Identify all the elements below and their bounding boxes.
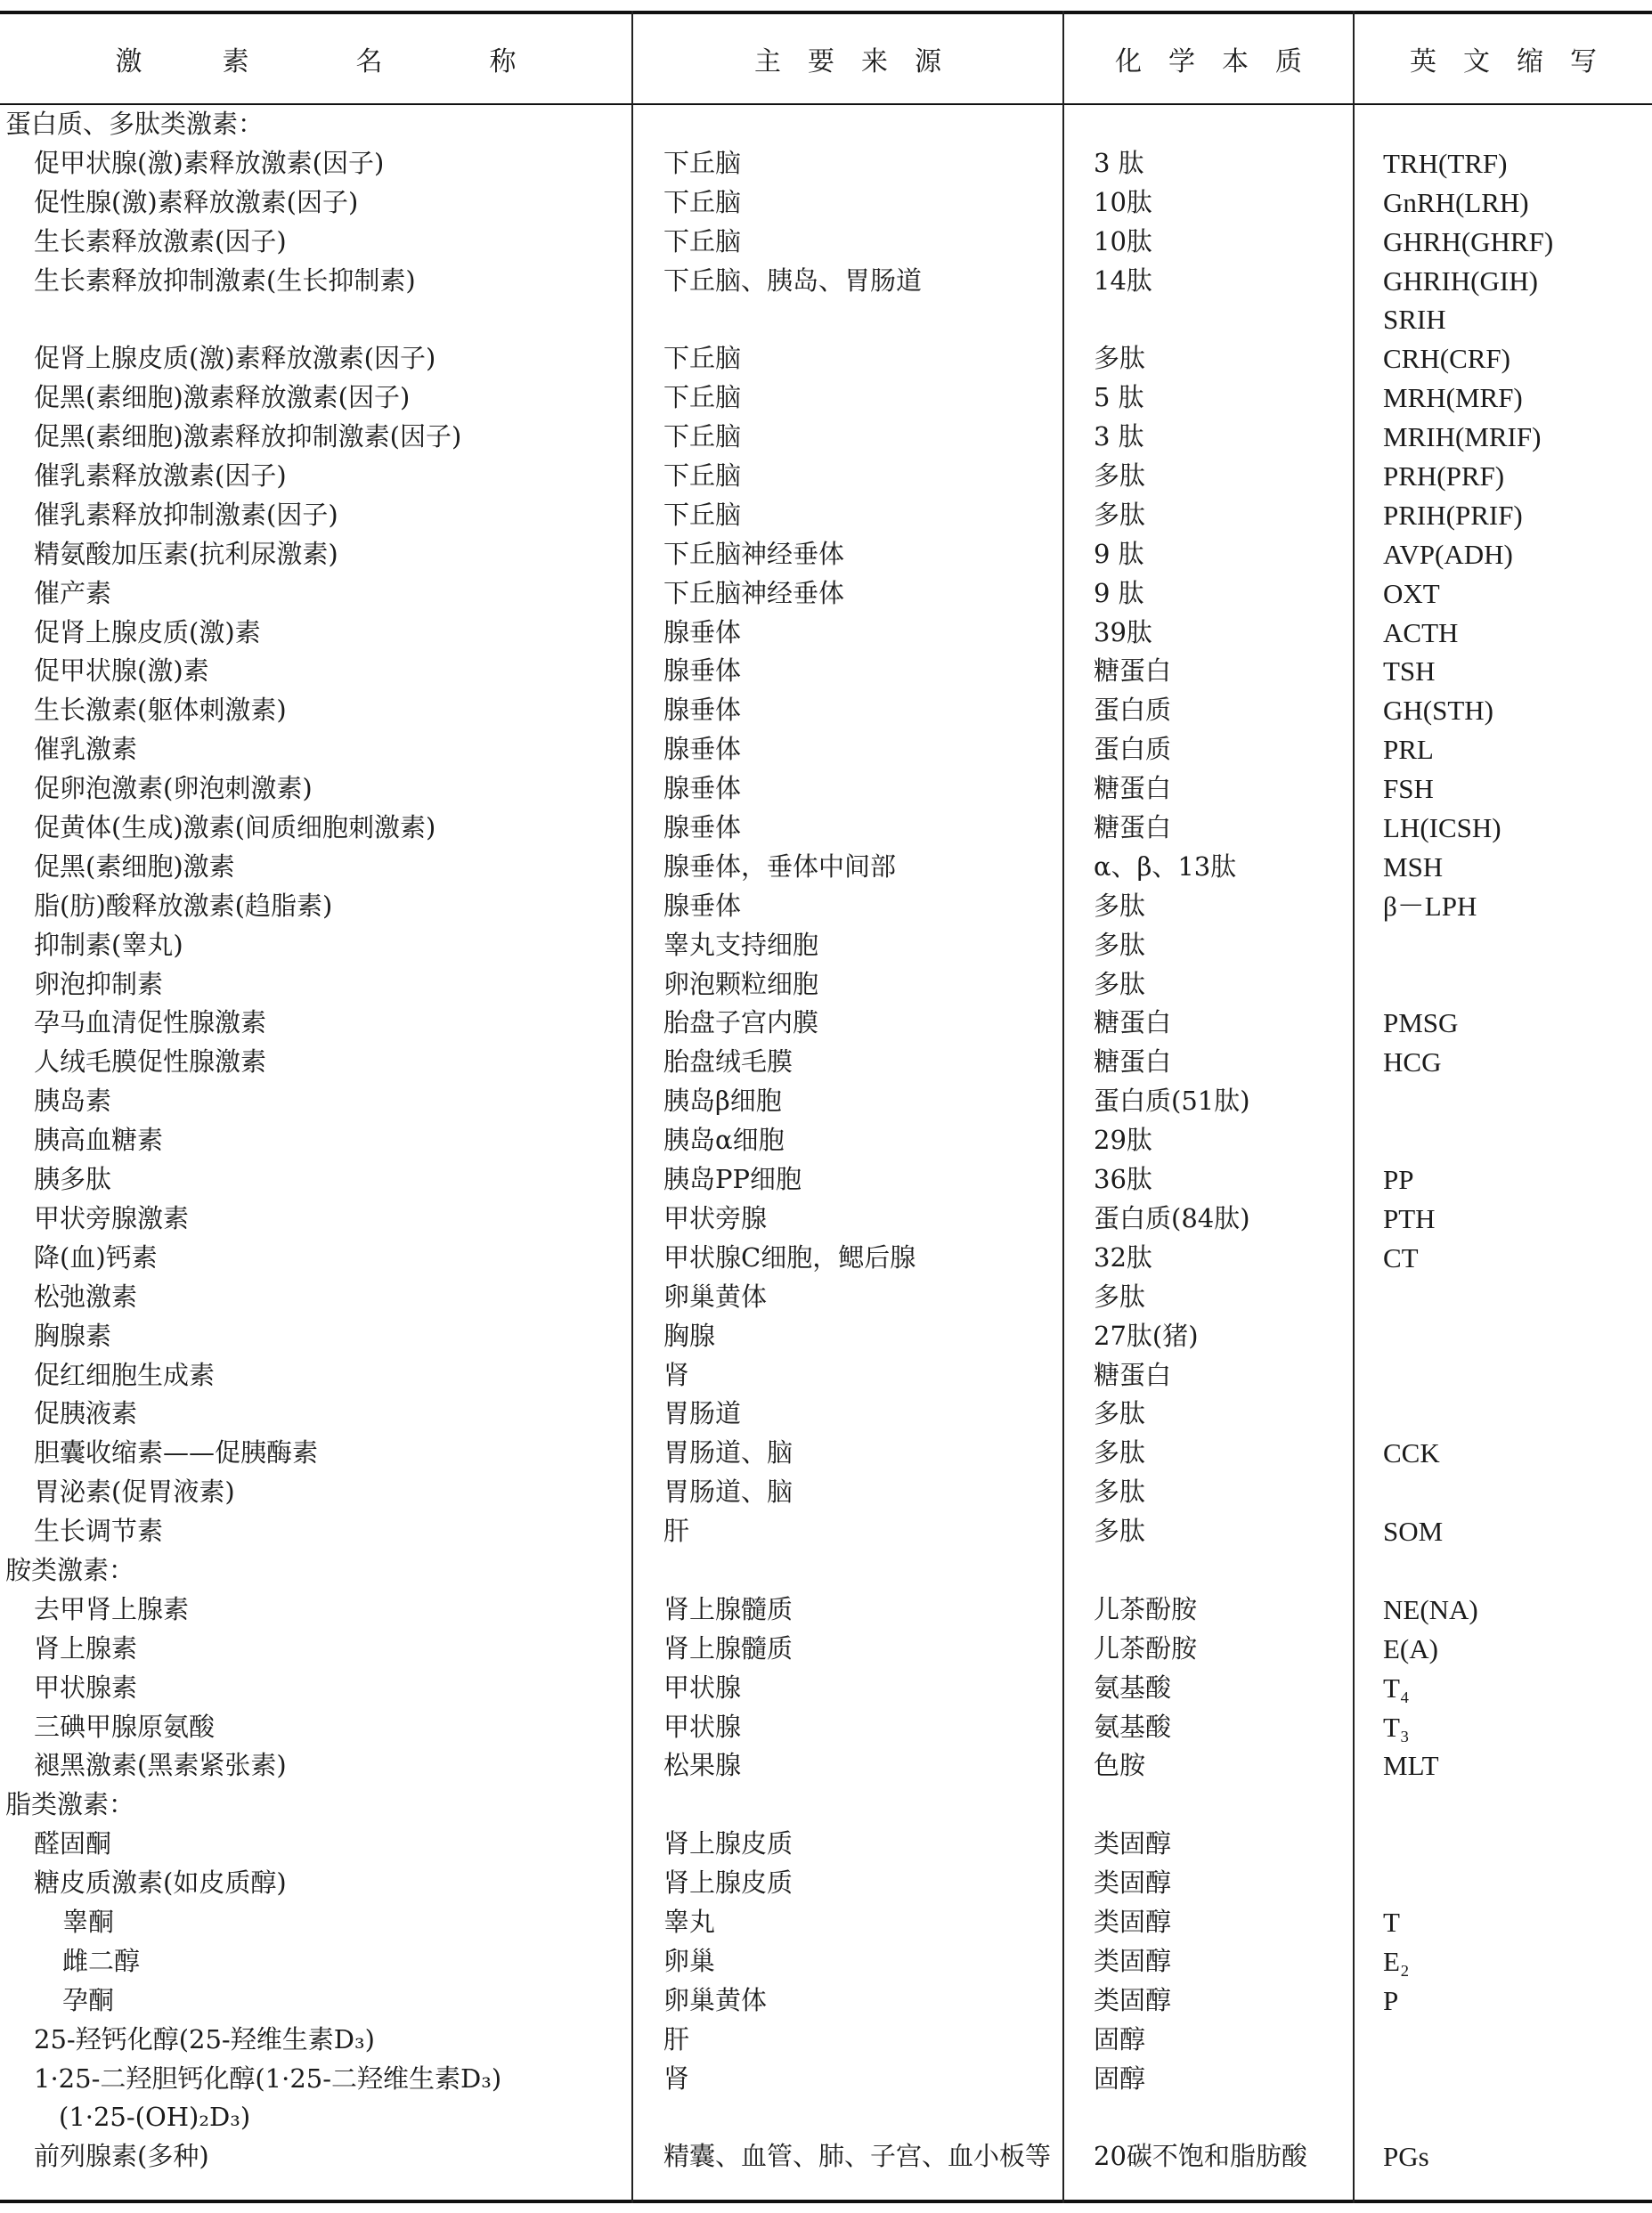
table-row xyxy=(0,1356,1652,1395)
cell-main-source: 肾上腺髓质 xyxy=(663,1632,793,1664)
cell-chemical-nature: 20碳不饱和脂肪酸 xyxy=(1094,2141,1307,2172)
cell-abbreviation: GHRH(GHRF) xyxy=(1383,225,1554,257)
table-row xyxy=(0,1004,1652,1043)
cell-main-source: 下丘脑 xyxy=(663,499,742,530)
cell-chemical-nature: 多肽 xyxy=(1094,968,1146,999)
table-row xyxy=(0,1864,1652,1903)
cell-abbreviation: MSH xyxy=(1383,850,1444,883)
table-row xyxy=(0,652,1652,691)
cell-chemical-nature: 14肽 xyxy=(1094,264,1152,296)
table-row xyxy=(0,2021,1652,2060)
cell-chemical-nature: 类固醇 xyxy=(1094,1945,1172,1976)
cell-abbreviation: TSH xyxy=(1383,655,1436,687)
cell-main-source: 卵泡颗粒细胞 xyxy=(663,968,819,999)
table-row xyxy=(0,378,1652,418)
cell-main-source: 甲状腺 xyxy=(663,1672,742,1703)
cell-chemical-nature: 蛋白质 xyxy=(1094,695,1172,726)
table-row xyxy=(0,105,1652,144)
table-row xyxy=(0,574,1652,614)
cell-main-source: 下丘脑 xyxy=(663,225,742,256)
cell-hormone-name: 胰岛素 xyxy=(34,1086,112,1117)
cell-hormone-name: 生长调节素 xyxy=(34,1516,164,1547)
cell-chemical-nature: 类固醇 xyxy=(1094,1867,1172,1899)
table-body xyxy=(0,105,1652,2176)
cell-hormone-name: 促红细胞生成素 xyxy=(34,1359,216,1390)
cell-chemical-nature: 蛋白质(84肽) xyxy=(1094,1202,1250,1233)
cell-chemical-nature: 10肽 xyxy=(1094,225,1152,256)
cell-chemical-nature: 糖蛋白 xyxy=(1094,812,1172,843)
cell-abbreviation: HCG xyxy=(1383,1046,1442,1078)
cell-main-source: 睾丸支持细胞 xyxy=(663,929,819,960)
table-row xyxy=(0,418,1652,457)
cell-abbreviation: P xyxy=(1383,1984,1399,2016)
cell-main-source: 肾 xyxy=(663,2062,690,2094)
cell-chemical-nature: 固醇 xyxy=(1094,2023,1146,2054)
table-row xyxy=(0,1903,1652,1942)
cell-abbreviation: LH(ICSH) xyxy=(1383,812,1501,844)
cell-hormone-name: 胰多肽 xyxy=(34,1164,112,1195)
cell-hormone-name: 胰高血糖素 xyxy=(34,1125,164,1156)
cell-main-source: 睾丸 xyxy=(663,1906,716,1937)
cell-chemical-nature: 糖蛋白 xyxy=(1094,655,1172,687)
cell-chemical-nature: 糖蛋白 xyxy=(1094,1359,1172,1390)
table-row xyxy=(0,848,1652,887)
cell-main-source: 胎盘子宫内膜 xyxy=(663,1007,819,1038)
cell-hormone-name: 1·25-二羟胆钙化醇(1·25-二羟维生素D₃) xyxy=(34,2062,502,2094)
cell-hormone-name: 卵泡抑制素 xyxy=(34,968,164,999)
header-source: 主 要 来 源 xyxy=(754,46,941,77)
cell-hormone-name: 促甲状腺(激)素释放激素(因子) xyxy=(34,147,385,178)
cell-chemical-nature: 多肽 xyxy=(1094,499,1146,530)
cell-main-source: 下丘脑神经垂体 xyxy=(663,538,845,569)
cell-main-source: 肾上腺皮质 xyxy=(663,1828,793,1859)
cell-main-source: 腺垂体，垂体中间部 xyxy=(663,850,897,882)
table-row xyxy=(0,223,1652,262)
cell-abbreviation: GHRIH(GIH) xyxy=(1383,264,1538,297)
table-row xyxy=(0,262,1652,301)
cell-hormone-name: 促黄体(生成)激素(间质细胞刺激素) xyxy=(34,812,436,843)
cell-main-source: 肝 xyxy=(663,2023,690,2054)
cell-abbreviation: E(A) xyxy=(1383,1632,1438,1664)
cell-abbreviation: GH(STH) xyxy=(1383,695,1493,727)
cell-main-source: 下丘脑、胰岛、胃肠道 xyxy=(663,264,923,296)
cell-abbreviation: PTH xyxy=(1383,1202,1436,1234)
cell-abbreviation: CT xyxy=(1383,1241,1419,1273)
cell-chemical-nature: 27肽(猪) xyxy=(1094,1320,1199,1351)
cell-hormone-name: 糖皮质激素(如皮质醇) xyxy=(34,1867,287,1899)
cell-main-source: 胰岛α细胞 xyxy=(663,1125,785,1156)
cell-hormone-name: 降(血)钙素 xyxy=(34,1241,158,1273)
cell-hormone-name: 脂(肪)酸释放激素(趋脂素) xyxy=(34,890,333,921)
table-row xyxy=(0,926,1652,965)
cell-main-source: 甲状腺C细胞，鳃后腺 xyxy=(663,1241,916,1273)
cell-chemical-nature: 多肽 xyxy=(1094,1516,1146,1547)
cell-main-source: 腺垂体 xyxy=(663,890,742,921)
cell-hormone-name: 催乳激素 xyxy=(34,734,138,765)
table-row xyxy=(0,1317,1652,1356)
cell-chemical-nature: 类固醇 xyxy=(1094,1984,1172,2015)
cell-chemical-nature: 固醇 xyxy=(1094,2062,1146,2094)
cell-chemical-nature: 蛋白质(51肽) xyxy=(1094,1086,1250,1117)
cell-hormone-name: 精氨酸加压素(抗利尿激素) xyxy=(34,538,338,569)
cell-abbreviation: PMSG xyxy=(1383,1007,1459,1039)
cell-abbreviation: T₃ xyxy=(1383,1711,1410,1743)
cell-chemical-nature: 类固醇 xyxy=(1094,1906,1172,1937)
cell-hormone-name: (1·25-(OH)₂D₃) xyxy=(59,2102,251,2133)
cell-chemical-nature: 多肽 xyxy=(1094,343,1146,374)
cell-abbreviation: PRIH(PRIF) xyxy=(1383,499,1523,531)
table-row xyxy=(0,1395,1652,1434)
cell-hormone-name: 促胰液素 xyxy=(34,1398,138,1429)
cell-hormone-name: 孕马血清促性腺激素 xyxy=(34,1007,267,1038)
cell-hormone-name: 甲状旁腺激素 xyxy=(34,1202,190,1233)
cell-main-source: 下丘脑 xyxy=(663,421,742,452)
table-row xyxy=(0,144,1652,183)
table-row xyxy=(0,300,1652,339)
cell-abbreviation: CRH(CRF) xyxy=(1383,343,1510,375)
cell-hormone-name: 生长素释放激素(因子) xyxy=(34,225,287,256)
cell-hormone-name: 25-羟钙化醇(25-羟维生素D₃) xyxy=(34,2023,375,2054)
cell-hormone-name: 促黑(素细胞)激素释放激素(因子) xyxy=(34,382,411,413)
cell-chemical-nature: 3 肽 xyxy=(1094,147,1144,178)
cell-chemical-nature: 色胺 xyxy=(1094,1750,1146,1781)
cell-hormone-name: 甲状腺素 xyxy=(34,1672,138,1703)
cell-abbreviation: OXT xyxy=(1383,577,1440,609)
table-row xyxy=(0,1825,1652,1864)
cell-hormone-name: 促黑(素细胞)激素 xyxy=(34,850,235,882)
cell-hormone-name: 催产素 xyxy=(34,577,112,608)
table-row xyxy=(0,1473,1652,1512)
cell-abbreviation: PRL xyxy=(1383,734,1434,766)
bottom-rule xyxy=(0,2200,1652,2203)
table-row xyxy=(0,496,1652,535)
cell-chemical-nature: 糖蛋白 xyxy=(1094,1046,1172,1078)
table-row xyxy=(0,1043,1652,1082)
table-row xyxy=(0,691,1652,730)
table-row xyxy=(0,1160,1652,1200)
cell-main-source: 腺垂体 xyxy=(663,734,742,765)
cell-hormone-name: 促肾上腺皮质(激)素 xyxy=(34,616,261,647)
cell-main-source: 下丘脑 xyxy=(663,147,742,178)
cell-hormone-name: 蛋白质、多肽类激素： xyxy=(5,109,264,139)
cell-chemical-nature: 5 肽 xyxy=(1094,382,1144,413)
cell-hormone-name: 人绒毛膜促性腺激素 xyxy=(34,1046,267,1078)
cell-hormone-name: 胺类激素： xyxy=(5,1554,135,1585)
cell-chemical-nature: 儿茶酚胺 xyxy=(1094,1593,1198,1624)
cell-main-source: 腺垂体 xyxy=(663,695,742,726)
cell-chemical-nature: 多肽 xyxy=(1094,890,1146,921)
cell-main-source: 甲状旁腺 xyxy=(663,1202,768,1233)
table-row xyxy=(0,1082,1652,1121)
cell-hormone-name: 胸腺素 xyxy=(34,1320,112,1351)
cell-chemical-nature: 36肽 xyxy=(1094,1164,1152,1195)
cell-abbreviation: CCK xyxy=(1383,1437,1440,1469)
cell-chemical-nature: 类固醇 xyxy=(1094,1828,1172,1859)
header-nature: 化 学 本 质 xyxy=(1115,46,1302,77)
cell-main-source: 下丘脑神经垂体 xyxy=(663,577,845,608)
cell-chemical-nature: 9 肽 xyxy=(1094,577,1144,608)
table-row xyxy=(0,769,1652,809)
cell-hormone-name: 褪黑激素(黑素紧张素) xyxy=(34,1750,287,1781)
header-name: 激 素 名 称 xyxy=(115,46,517,77)
cell-hormone-name: 促黑(素细胞)激素释放抑制激素(因子) xyxy=(34,421,462,452)
cell-hormone-name: 孕酮 xyxy=(62,1984,115,2015)
table-row xyxy=(0,809,1652,848)
cell-chemical-nature: 39肽 xyxy=(1094,616,1152,647)
cell-hormone-name: 催乳素释放激素(因子) xyxy=(34,460,287,492)
cell-main-source: 下丘脑 xyxy=(663,343,742,374)
table-row xyxy=(0,1591,1652,1630)
cell-abbreviation: NE(NA) xyxy=(1383,1593,1478,1625)
cell-hormone-name: 抑制素(睾丸) xyxy=(34,929,183,960)
cell-chemical-nature: 糖蛋白 xyxy=(1094,1007,1172,1038)
cell-abbreviation: MLT xyxy=(1383,1750,1439,1782)
cell-hormone-name: 生长素释放抑制激素(生长抑制素) xyxy=(34,264,416,296)
cell-hormone-name: 生长激素(躯体刺激素) xyxy=(34,695,287,726)
table-row xyxy=(0,183,1652,223)
cell-main-source: 胃肠道、脑 xyxy=(663,1477,793,1508)
cell-main-source: 胸腺 xyxy=(663,1320,716,1351)
cell-hormone-name: 脂类激素： xyxy=(5,1789,135,1820)
cell-main-source: 胰岛β细胞 xyxy=(663,1086,782,1117)
cell-abbreviation: SOM xyxy=(1383,1516,1444,1548)
cell-abbreviation: ACTH xyxy=(1383,616,1459,648)
table-row xyxy=(0,1278,1652,1317)
cell-main-source: 肾上腺髓质 xyxy=(663,1593,793,1624)
cell-abbreviation: MRH(MRF) xyxy=(1383,382,1523,414)
cell-chemical-nature: 蛋白质 xyxy=(1094,734,1172,765)
cell-abbreviation: SRIH xyxy=(1383,304,1446,336)
table-row xyxy=(0,1512,1652,1551)
table-row xyxy=(0,1981,1652,2021)
cell-chemical-nature: 多肽 xyxy=(1094,1398,1146,1429)
cell-hormone-name: 松弛激素 xyxy=(34,1281,138,1312)
cell-chemical-nature: 多肽 xyxy=(1094,1281,1146,1312)
table-row xyxy=(0,1708,1652,1747)
table-row xyxy=(0,614,1652,653)
cell-chemical-nature: 32肽 xyxy=(1094,1241,1152,1273)
cell-abbreviation: β－LPH xyxy=(1383,890,1477,922)
cell-hormone-name: 胆囊收缩素——促胰酶素 xyxy=(34,1437,319,1469)
cell-chemical-nature: 氨基酸 xyxy=(1094,1711,1172,1742)
table-row xyxy=(0,1121,1652,1160)
header-abbreviation: 英 文 缩 写 xyxy=(1410,46,1597,77)
cell-hormone-name: 雌二醇 xyxy=(62,1945,141,1976)
table-row xyxy=(0,457,1652,496)
cell-hormone-name: 醛固酮 xyxy=(34,1828,112,1859)
cell-main-source: 卵巢 xyxy=(663,1945,716,1976)
cell-abbreviation: PP xyxy=(1383,1164,1414,1196)
cell-abbreviation: E₂ xyxy=(1383,1945,1410,1977)
cell-hormone-name: 睾酮 xyxy=(62,1906,115,1937)
cell-chemical-nature: 儿茶酚胺 xyxy=(1094,1632,1198,1664)
cell-main-source: 甲状腺 xyxy=(663,1711,742,1742)
table-row xyxy=(0,965,1652,1005)
table-row xyxy=(0,2098,1652,2137)
cell-hormone-name: 促性腺(激)素释放激素(因子) xyxy=(34,186,359,217)
cell-main-source: 腺垂体 xyxy=(663,655,742,687)
cell-abbreviation: T xyxy=(1383,1906,1400,1938)
cell-abbreviation: FSH xyxy=(1383,773,1434,805)
cell-hormone-name: 三碘甲腺原氨酸 xyxy=(34,1711,216,1742)
cell-hormone-name: 胃泌素(促胃液素) xyxy=(34,1477,235,1508)
cell-abbreviation: TRH(TRF) xyxy=(1383,147,1508,179)
table-row xyxy=(0,1239,1652,1278)
table-row xyxy=(0,730,1652,769)
cell-hormone-name: 肾上腺素 xyxy=(34,1632,138,1664)
cell-hormone-name: 催乳素释放抑制激素(因子) xyxy=(34,499,338,530)
table-row xyxy=(0,887,1652,926)
table-row xyxy=(0,535,1652,574)
table-row xyxy=(0,1942,1652,1981)
cell-hormone-name: 促卵泡激素(卵泡刺激素) xyxy=(34,773,313,804)
cell-chemical-nature: α、β、13肽 xyxy=(1094,850,1237,882)
cell-abbreviation: AVP(ADH) xyxy=(1383,538,1513,570)
cell-chemical-nature: 氨基酸 xyxy=(1094,1672,1172,1703)
cell-main-source: 肾上腺皮质 xyxy=(663,1867,793,1899)
cell-main-source: 肝 xyxy=(663,1516,690,1547)
cell-main-source: 腺垂体 xyxy=(663,616,742,647)
cell-main-source: 松果腺 xyxy=(663,1750,742,1781)
cell-main-source: 胰岛PP细胞 xyxy=(663,1164,802,1195)
table-row xyxy=(0,1434,1652,1473)
cell-abbreviation: MRIH(MRIF) xyxy=(1383,421,1542,453)
cell-main-source: 胎盘绒毛膜 xyxy=(663,1046,793,1078)
table-row xyxy=(0,1200,1652,1239)
cell-hormone-name: 去甲肾上腺素 xyxy=(34,1593,190,1624)
table-row xyxy=(0,1746,1652,1786)
cell-chemical-nature: 3 肽 xyxy=(1094,421,1144,452)
table-row xyxy=(0,1630,1652,1669)
table-row xyxy=(0,2060,1652,2099)
cell-hormone-name: 促甲状腺(激)素 xyxy=(34,655,209,687)
cell-chemical-nature: 9 肽 xyxy=(1094,538,1144,569)
cell-chemical-nature: 多肽 xyxy=(1094,460,1146,492)
cell-main-source: 下丘脑 xyxy=(663,186,742,217)
cell-abbreviation: GnRH(LRH) xyxy=(1383,186,1529,218)
cell-chemical-nature: 多肽 xyxy=(1094,1437,1146,1469)
cell-abbreviation: T₄ xyxy=(1383,1672,1410,1704)
cell-main-source: 腺垂体 xyxy=(663,773,742,804)
cell-abbreviation: PRH(PRF) xyxy=(1383,460,1505,492)
cell-main-source: 胃肠道、脑 xyxy=(663,1437,793,1469)
cell-main-source: 下丘脑 xyxy=(663,460,742,492)
table-row xyxy=(0,1551,1652,1591)
cell-main-source: 胃肠道 xyxy=(663,1398,742,1429)
cell-chemical-nature: 多肽 xyxy=(1094,1477,1146,1508)
cell-main-source: 卵巢黄体 xyxy=(663,1984,768,2015)
table-row xyxy=(0,1786,1652,1825)
cell-chemical-nature: 糖蛋白 xyxy=(1094,773,1172,804)
cell-main-source: 卵巢黄体 xyxy=(663,1281,768,1312)
table-row xyxy=(0,1669,1652,1708)
cell-hormone-name: 促肾上腺皮质(激)素释放激素(因子) xyxy=(34,343,436,374)
cell-chemical-nature: 29肽 xyxy=(1094,1125,1152,1156)
cell-main-source: 精囊、血管、肺、子宫、血小板等 xyxy=(663,2141,1052,2172)
cell-main-source: 腺垂体 xyxy=(663,812,742,843)
cell-main-source: 下丘脑 xyxy=(663,382,742,413)
table-row xyxy=(0,2137,1652,2176)
table-row xyxy=(0,339,1652,378)
cell-abbreviation: PGs xyxy=(1383,2141,1429,2173)
cell-hormone-name: 前列腺素(多种) xyxy=(34,2141,209,2172)
cell-chemical-nature: 多肽 xyxy=(1094,929,1146,960)
cell-chemical-nature: 10肽 xyxy=(1094,186,1152,217)
cell-main-source: 肾 xyxy=(663,1359,690,1390)
